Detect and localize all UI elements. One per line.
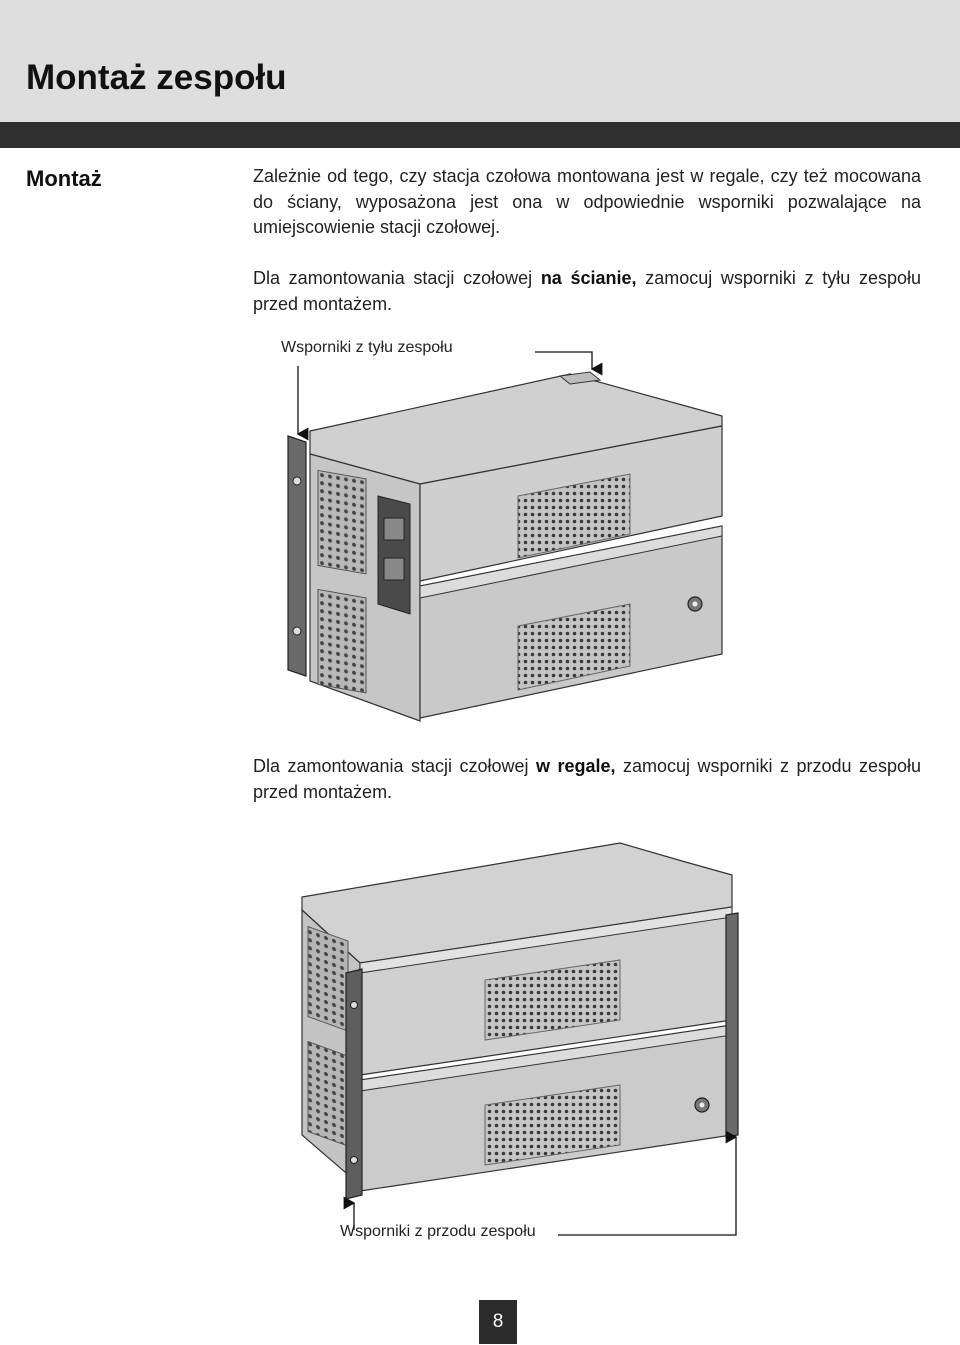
rack-text-start: Dla zamontowania stacji czołowej (253, 756, 536, 776)
page-number: 8 (479, 1300, 517, 1344)
rack-mount-paragraph (253, 754, 921, 805)
front-brackets-label: Wsporniki z przodu zespołu (340, 1223, 536, 1240)
wall-text-bold: na ścianie, (540, 268, 637, 288)
page-title: Montaż zespołu (26, 58, 287, 97)
rack-text-end: zamocuj wsporniki z przodu zespołu przed montażem. (253, 756, 921, 802)
wall-text-end: zamocuj wsporniki z tyłu zespołu przed montażem. (253, 268, 921, 314)
section-label: Montaż (26, 166, 102, 191)
wall-text-start: Dla zamontowania stacji czołowej (253, 268, 541, 288)
intro-paragraph: Zależnie od tego, czy stacja czołowa montowana jest w regale, czy też mocowana do ściany, wyposażona jest ona w odpowiednie wsporniki pozwalające na umiejscowienie stacji czołowej. (253, 166, 921, 237)
rack-mount-illustration (290, 835, 760, 1245)
wall-mount-paragraph (253, 266, 921, 317)
rear-brackets-label: Wsporniki z tyłu zespołu (281, 339, 453, 356)
rack-text-bold: w regale, (536, 756, 616, 776)
title-rule (0, 122, 960, 148)
wall-mount-illustration (270, 336, 740, 726)
